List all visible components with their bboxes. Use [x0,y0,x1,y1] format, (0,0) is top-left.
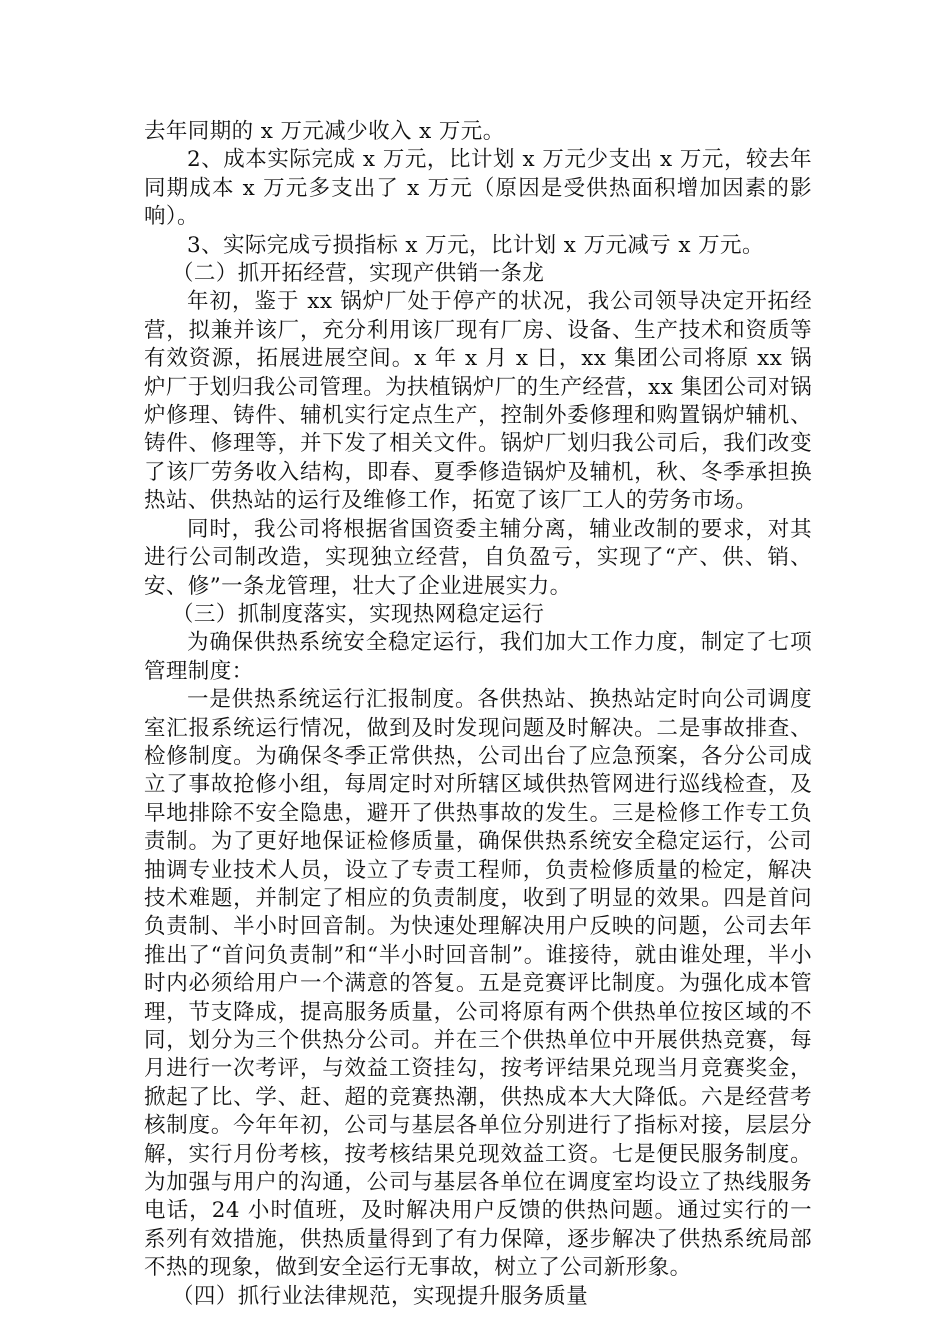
section-heading-3: （三）抓制度落实，实现热网稳定运行 [172,601,545,627]
paragraph-reform: 同时，我公司将根据省国资委主辅分离，辅业改制的要求，对其进行公司制改造，实现独立经营，自负盈亏，实现了“产、供、销、安、修”一条龙管理，壮大了企业进展实力。 [144,516,812,599]
paragraph-seven-systems: 一是供热系统运行汇报制度。各供热站、换热站定时向公司调度室汇报系统运行情况，做到及时发现问题及时解决。二是事故排查、检修制度。为确保冬季正常供热，公司出台了应急预案，各分公司成立了事故抢修小组，每周定时对所辖区域供热管网进行巡线检查，及早地排除不安全隐患，避开了供热事故的发生。三是检修工作专工负责制。为了更好地保证检修质量，确保供热系统安全稳定运行，公司抽调专业技术人员，设立了专责工程师，负责检修质量的检定，解决技术难题，并制定了相应的负责制度，收到了明显的效果。四是首问负责制、半小时回音制。为快速处理解决用户反映的问题，公司去年推出了“首问负责制”和“半小时回音制”。谁接待，就由谁处理，半小时内必须给用户一个满意的答复。五是竞赛评比制度。为强化成本管理，节支降成，提高服务质量，公司将原有两个供热单位按区域的不同，划分为三个供热分公司。并在三个供热单位中开展供热竞赛，每月进行一次考评，与效益工资挂勾，按考评结果兑现当月竞赛奖金，掀起了比、学、赶、超的竞赛热潮，供热成本大大降低。六是经营考核制度。今年年初，公司与基层各单位分别进行了指标对接，层层分解，实行月份考核，按考核结果兑现效益工资。七是便民服务制度。为加强与用户的沟通，公司与基层各单位在调度室均设立了热线服务电话，24 小时值班，及时解决用户反馈的供热问题。通过实行的一系列有效措施，供热质量得到了有力保障，逐步解决了供热系统局部不热的现象，做到安全运行无事故，树立了公司新形象。 [144,687,812,1281]
paragraph-seven-systems-intro: 为确保供热系统安全稳定运行，我们加大工作力度，制定了七项管理制度： [144,630,812,684]
section-heading-4: （四）抓行业法律规范，实现提升服务质量 [172,1283,589,1309]
paragraph-continuation: 去年同期的 x 万元减少收入 x 万元。 [144,119,505,144]
paragraph-cost: 2、成本实际完成 x 万元，比计划 x 万元少支出 x 万元，较去年同期成本 x 万元多支出了 x 万元（原因是受供热面积增加因素的影响）。 [144,147,812,230]
document-page [144,118,812,1311]
section-heading-2: （二）抓开拓经营，实现产供销一条龙 [172,261,545,287]
paragraph-loss: 3、实际完成亏损指标 x 万元，比计划 x 万元减亏 x 万元。 [187,232,764,258]
paragraph-expansion: 年初，鉴于 xx 锅炉厂处于停产的状况，我公司领导决定开拓经营，拟兼并该厂，充分利用该厂现有厂房、设备、生产技术和资质等有效资源，拓展进展空间。x 年 x 月 x 日，xx 集团公司将原 xx 锅炉厂于划归我公司管理。为扶植锅炉厂的生产经营，xx 集团公司对锅炉修理、铸件、辅机实行定点生产，控制外委修理和购置锅炉辅机、铸件、修理等，并下发了相关文件。锅炉厂划归我公司后，我们改变了该厂劳务收入结构，即春、夏季修造锅炉及辅机，秋、冬季承担换热站、供热站的运行及维修工作，拓宽了该厂工人的劳务市场。 [144,289,812,514]
